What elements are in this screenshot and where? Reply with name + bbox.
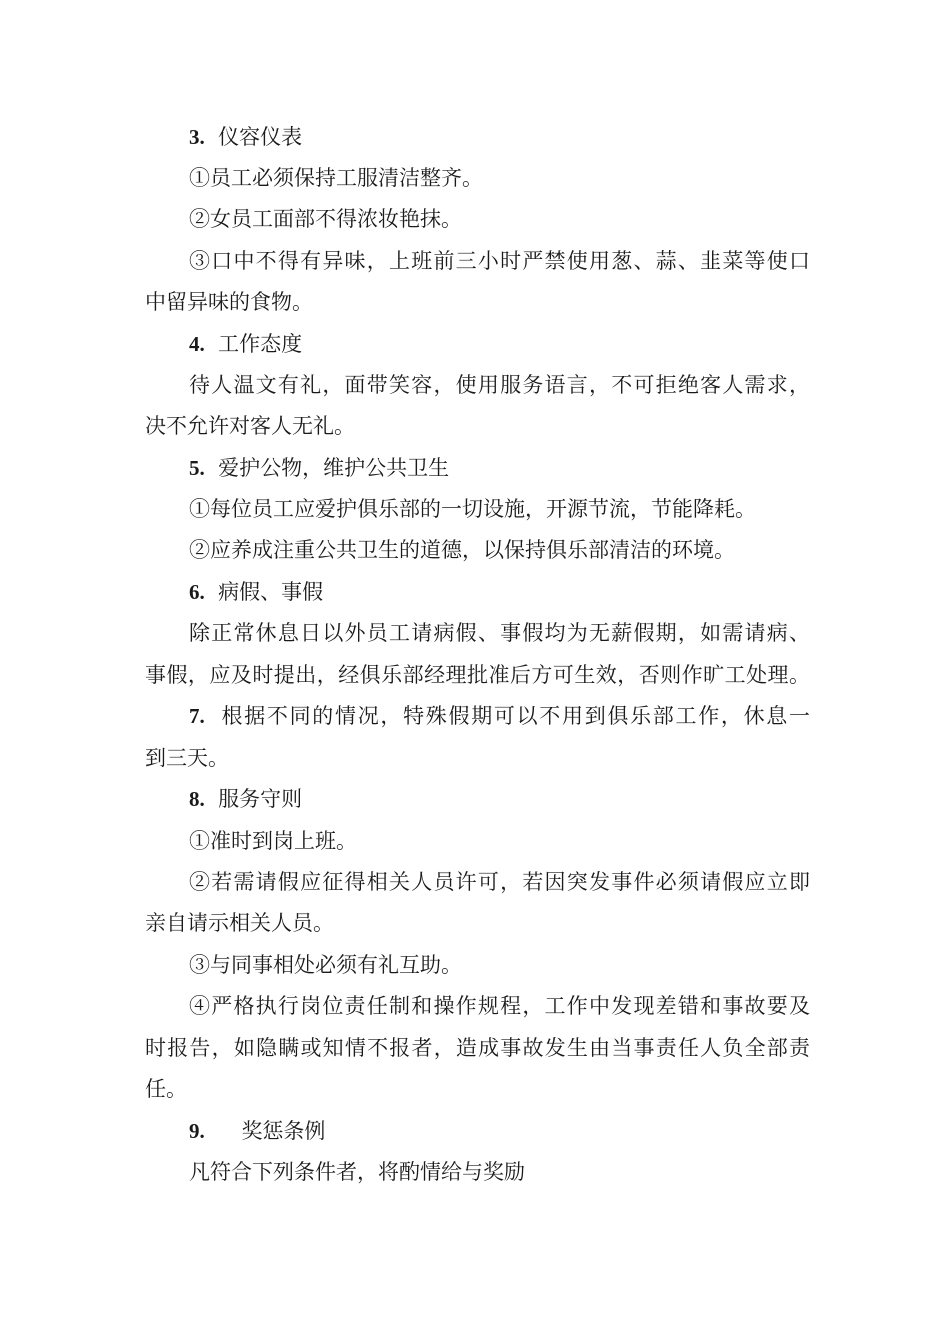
paragraph: 中留异味的食物。 — [145, 290, 313, 314]
paragraph: ②女员工面部不得浓妆艳抹。 — [189, 207, 462, 231]
paragraph: 决不允许对客人无礼。 — [145, 414, 355, 438]
section-7-heading — [189, 701, 810, 731]
section-5-heading — [189, 453, 810, 483]
section-number: 9. — [189, 1119, 205, 1143]
paragraph: ④严格执行岗位责任制和操作规程，工作中发现差错和事故要及 — [189, 994, 810, 1018]
section-number: 7. — [189, 704, 205, 728]
section-6-heading — [189, 577, 810, 607]
section-title: 服务守则 — [218, 787, 303, 811]
section-3-heading — [189, 122, 810, 152]
section-9-heading — [189, 1116, 810, 1146]
paragraph: 时报告，如隐瞒或知情不报者，造成事故发生由当事责任人负全部责 — [145, 1036, 810, 1060]
paragraph: 事假，应及时提出，经俱乐部经理批准后方可生效，否则作旷工处理。 — [145, 663, 810, 687]
paragraph: 除正常休息日以外员工请病假、事假均为无薪假期，如需请病、 — [189, 621, 810, 645]
paragraph: 凡符合下列条件者，将酌情给与奖励 — [189, 1160, 525, 1184]
paragraph: 亲自请示相关人员。 — [145, 911, 334, 935]
section-8-heading — [189, 784, 810, 814]
paragraph: ①每位员工应爱护俱乐部的一切设施，开源节流，节能降耗。 — [189, 497, 756, 521]
section-number: 8. — [189, 787, 205, 811]
paragraph: 到三天。 — [145, 746, 229, 770]
section-number: 6. — [189, 580, 205, 604]
paragraph: ②应养成注重公共卫生的道德，以保持俱乐部清洁的环境。 — [189, 538, 735, 562]
paragraph: 待人温文有礼，面带笑容，使用服务语言，不可拒绝客人需求， — [189, 373, 810, 397]
section-number: 4. — [189, 332, 205, 356]
paragraph: 任。 — [145, 1077, 187, 1101]
section-4-heading — [189, 329, 810, 359]
paragraph: ③与同事相处必须有礼互助。 — [189, 953, 462, 977]
paragraph: ②若需请假应征得相关人员许可，若因突发事件必须请假应立即 — [189, 870, 810, 894]
section-number: 5. — [189, 456, 205, 480]
section-title: 仪容仪表 — [218, 125, 303, 149]
section-number: 3. — [189, 125, 205, 149]
section-title: 病假、事假 — [218, 580, 324, 604]
section-title: 工作态度 — [218, 332, 303, 356]
paragraph: ①员工必须保持工服清洁整齐。 — [189, 166, 483, 190]
paragraph: ③口中不得有异味，上班前三小时严禁使用葱、蒜、韭菜等使口 — [189, 249, 810, 273]
paragraph: ①准时到岗上班。 — [189, 829, 357, 853]
section-title: 根据不同的情况，特殊假期可以不用到俱乐部工作，休息一 — [221, 704, 810, 728]
section-title: 奖惩条例 — [241, 1119, 326, 1143]
section-title: 爱护公物，维护公共卫生 — [218, 456, 450, 480]
